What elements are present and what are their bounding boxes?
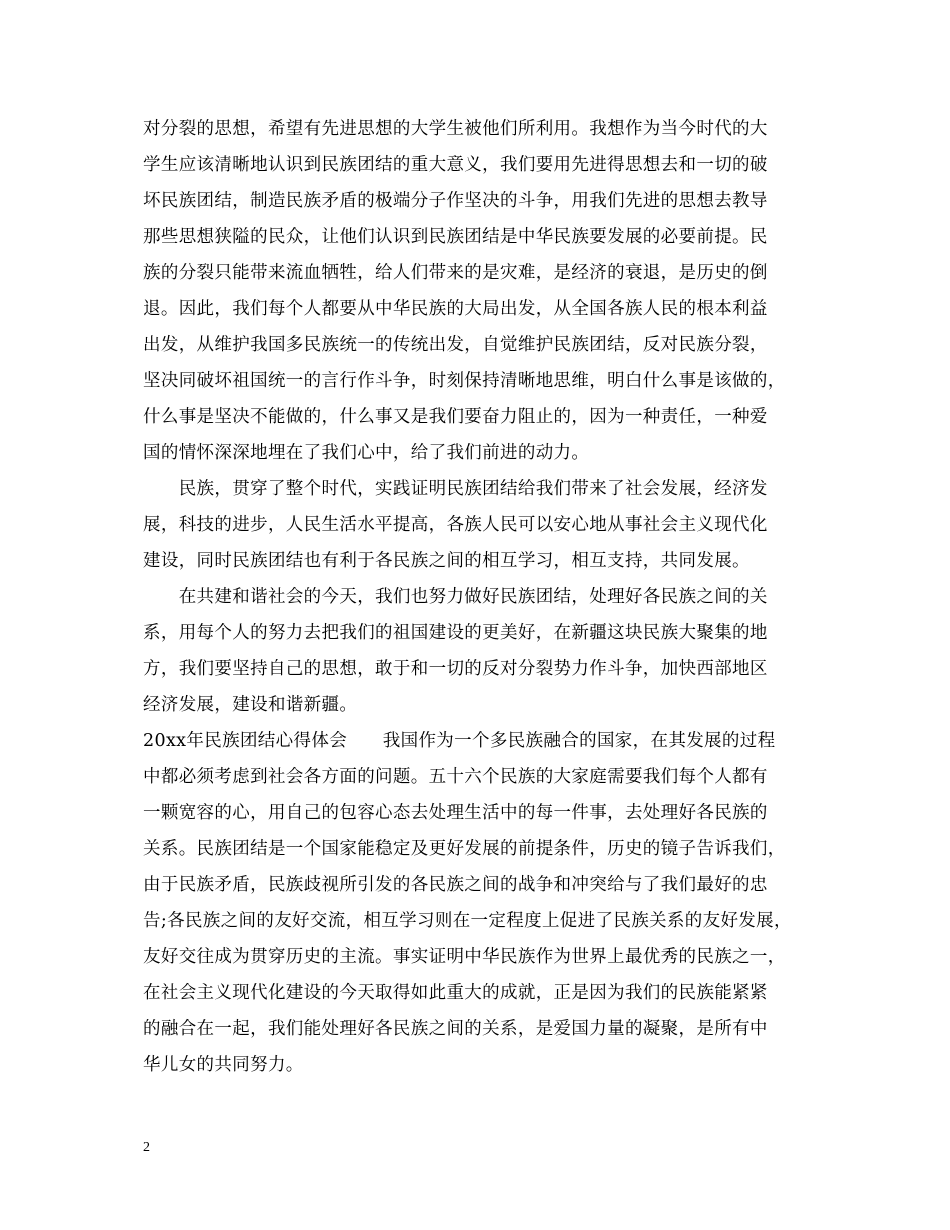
text-line: 中都必须考虑到社会各方面的问题。五十六个民族的大家庭需要我们每个人都有 — [143, 767, 768, 787]
text-line: 系，用每个人的努力去把我们的祖国建设的更美好，在新疆这块民族大聚集的地 — [143, 623, 768, 643]
page-number: 2 — [143, 1140, 150, 1155]
text-line: 关系。民族团结是一个国家能稳定及更好发展的前提条件，历史的镜子告诉我们， — [143, 839, 786, 859]
text-line: 对分裂的思想，希望有先进思想的大学生被他们所利用。我想作为当今时代的大 — [143, 119, 768, 139]
text-line: 什么事是坚决不能做的，什么事又是我们要奋力阻止的，因为一种责任，一种爱 — [143, 407, 768, 427]
text-line: 建设，同时民族团结也有利于各民族之间的相互学习，相互支持，共同发展。 — [143, 551, 750, 571]
text-line: 坚决同破坏祖国统一的言行作斗争，时刻保持清晰地思维，明白什么事是该做的， — [143, 371, 786, 391]
text-line: 族的分裂只能带来流血牺牲，给人们带来的是灾难，是经济的衰退，是历史的倒 — [143, 263, 768, 283]
text-line: 学生应该清晰地认识到民族团结的重大意义，我们要用先进得思想去和一切的破 — [143, 155, 768, 175]
text-line: 坏民族团结，制造民族矛盾的极端分子作坚决的斗争，用我们先进的思想去教导 — [143, 191, 768, 211]
text-line: 经济发展，建设和谐新疆。 — [143, 695, 358, 715]
text-line: 民族，贯穿了整个时代，实践证明民族团结给我们带来了社会发展，经济发 — [143, 479, 768, 499]
text-line: 华儿女的共同努力。 — [143, 1055, 304, 1075]
text-line: 一颗宽容的心，用自己的包容心态去处理生活中的每一件事，去处理好各民族的 — [143, 803, 768, 823]
text-line: 在共建和谐社会的今天，我们也努力做好民族团结，处理好各民族之间的关 — [143, 587, 768, 607]
text-line: 告;各民族之间的友好交流，相互学习则在一定程度上促进了民族关系的友好发展， — [143, 911, 792, 931]
text-line: 友好交往成为贯穿历史的主流。事实证明中华民族作为世界上最优秀的民族之一， — [143, 947, 786, 967]
text-line: 20xx年民族团结心得体会 我国作为一个多民族融合的国家，在其发展的过程 — [143, 731, 776, 751]
text-line: 那些思想狭隘的民众，让他们认识到民族团结是中华民族要发展的必要前提。民 — [143, 227, 768, 247]
text-line: 的融合在一起，我们能处理好各民族之间的关系，是爱国力量的凝聚，是所有中 — [143, 1019, 768, 1039]
text-line: 在社会主义现代化建设的今天取得如此重大的成就，正是因为我们的民族能紧紧 — [143, 983, 768, 1003]
text-line: 出发，从维护我国多民族统一的传统出发，自觉维护民族团结，反对民族分裂， — [143, 335, 768, 355]
text-line: 展，科技的进步，人民生活水平提高，各族人民可以安心地从事社会主义现代化 — [143, 515, 768, 535]
text-line: 由于民族矛盾，民族歧视所引发的各民族之间的战争和冲突给与了我们最好的忠 — [143, 875, 768, 895]
text-line: 退。因此，我们每个人都要从中华民族的大局出发，从全国各族人民的根本利益 — [143, 299, 768, 319]
text-line: 国的情怀深深地埋在了我们心中，给了我们前进的动力。 — [143, 443, 590, 463]
text-line: 方，我们要坚持自己的思想，敢于和一切的反对分裂势力作斗争，加快西部地区 — [143, 659, 768, 679]
